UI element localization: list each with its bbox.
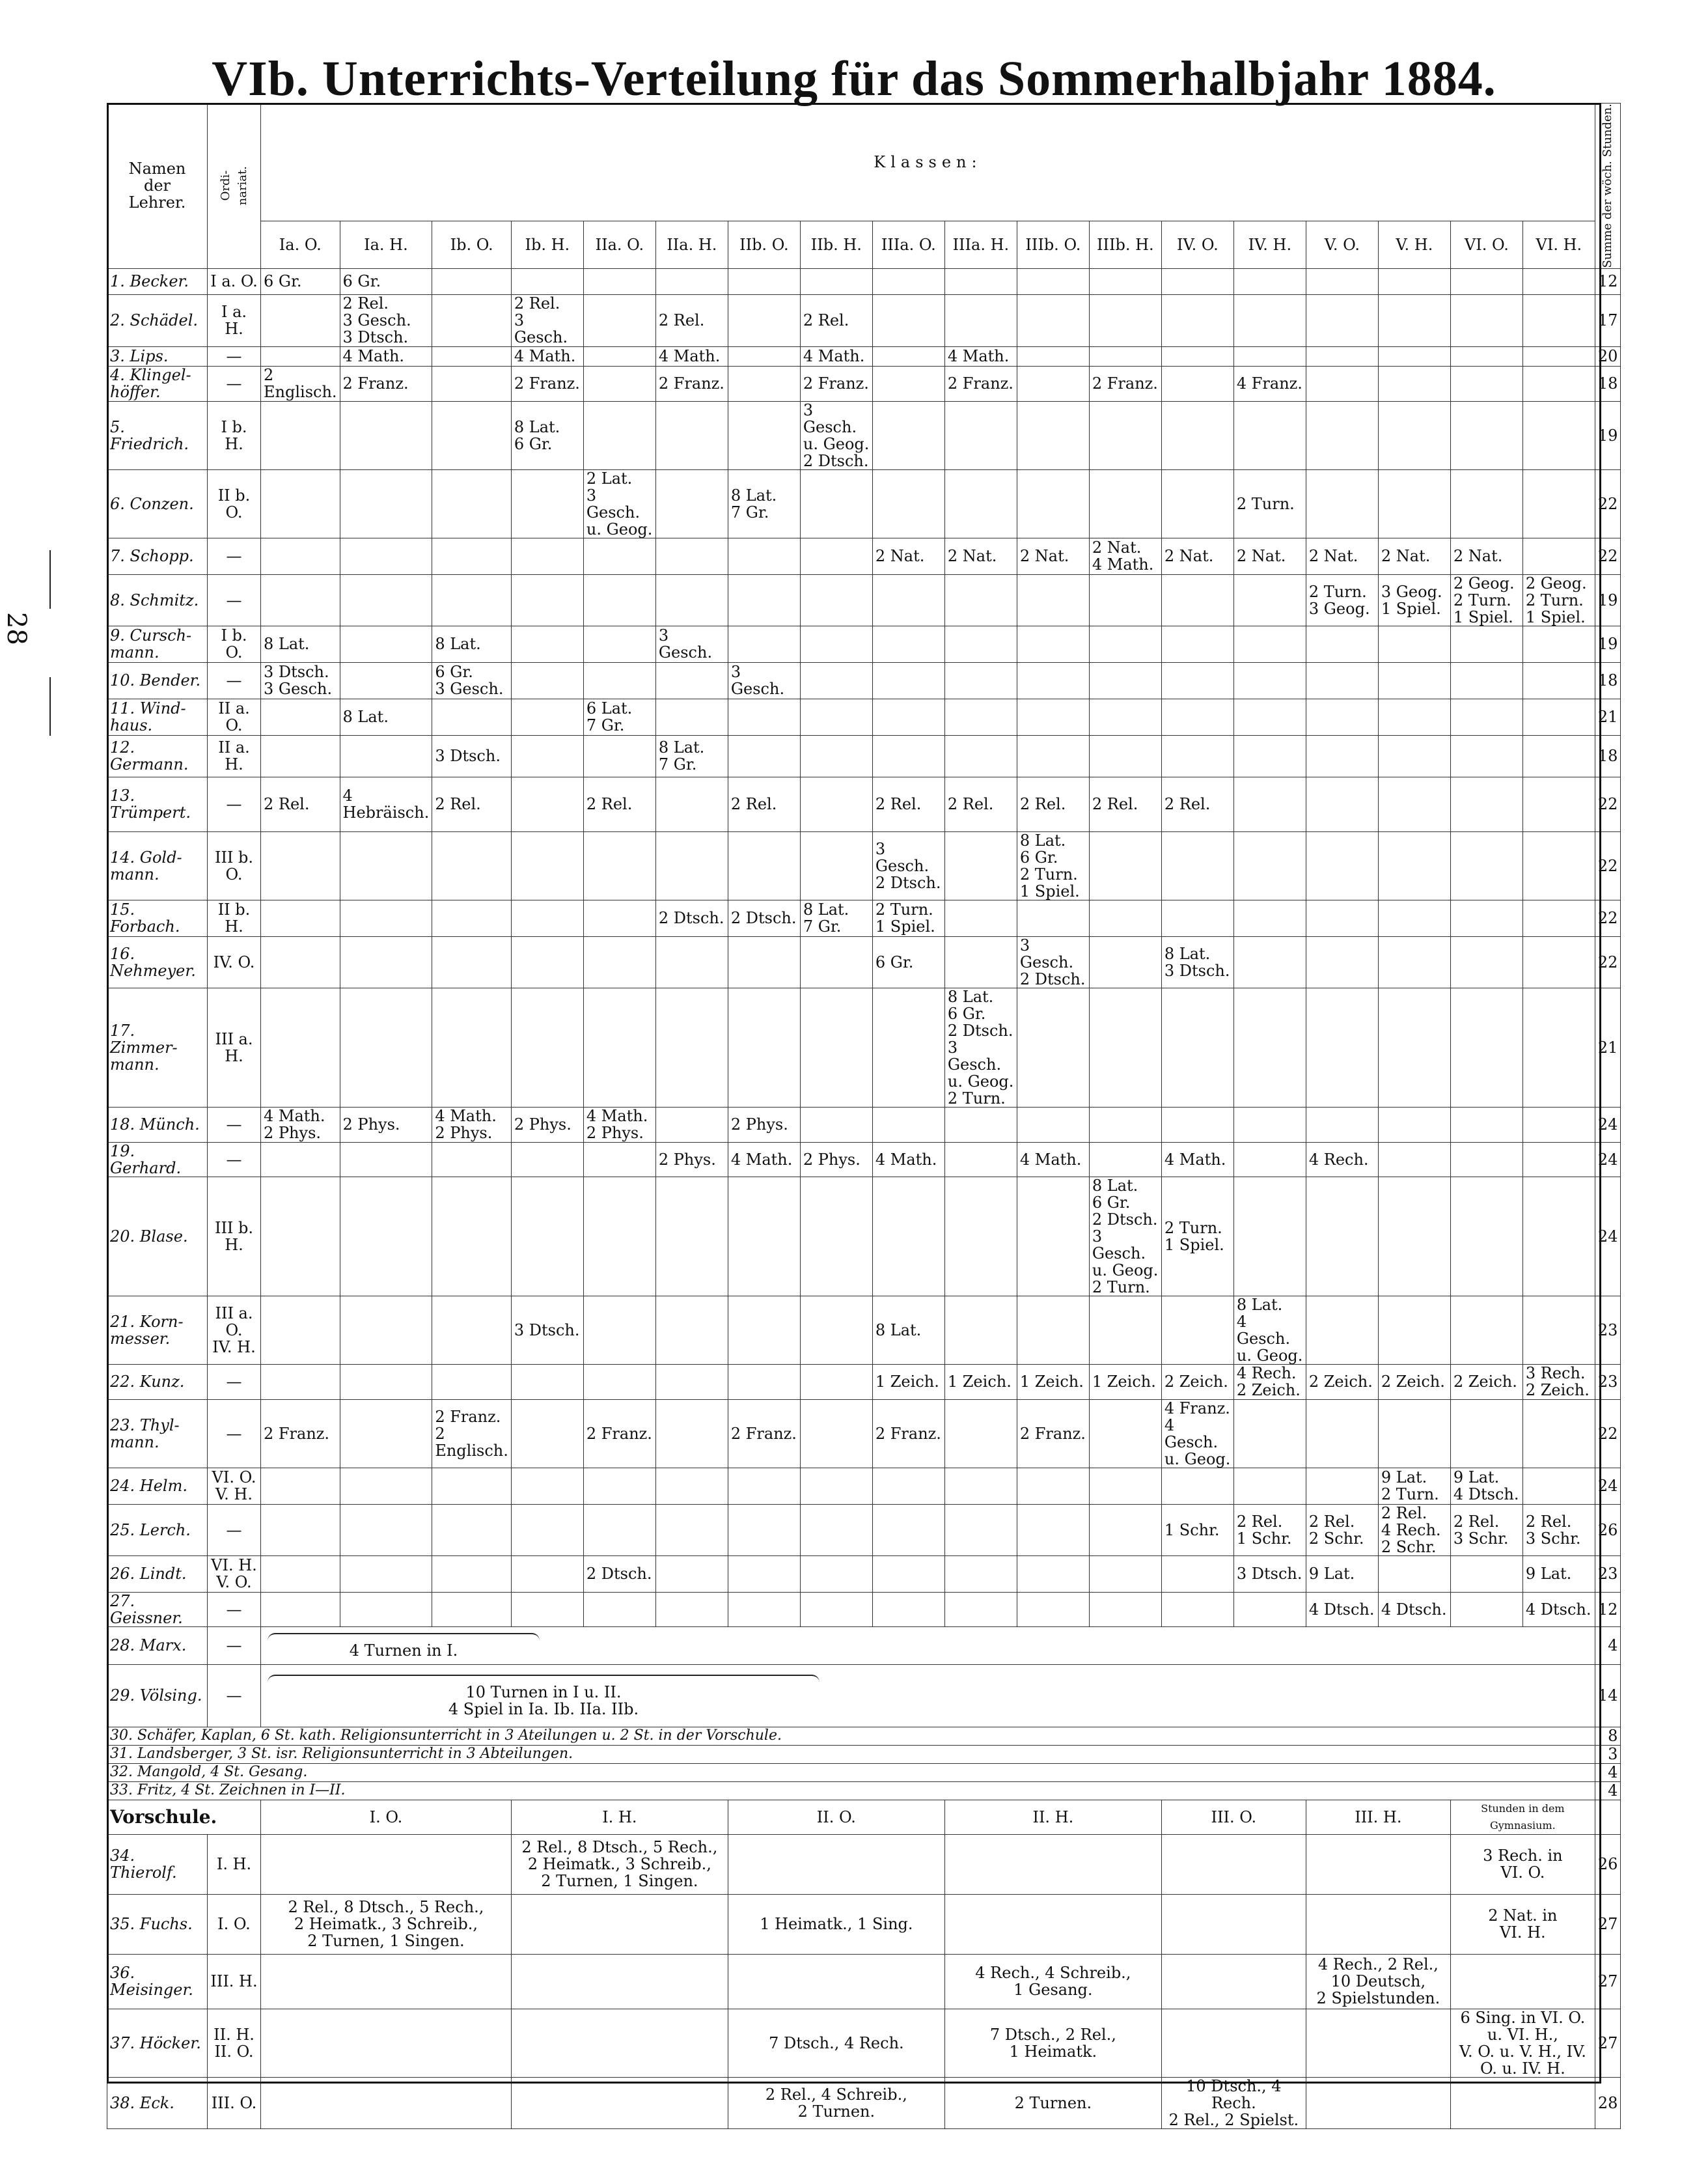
lesson-cell: 2 Rel. [800, 294, 872, 346]
lesson-cell: 1 Zeich. [1017, 1364, 1089, 1399]
lesson-cell: 2 Geog. 2 Turn. 1 Spiel. [1450, 574, 1522, 626]
vorschule-class-header: II. H. [944, 1800, 1161, 1834]
teacher-name: 11. Wind- haus. [107, 699, 208, 735]
lesson-cell: 2 Zeich. [1161, 1364, 1233, 1399]
lesson-cell: 2 Nat. [1017, 538, 1089, 574]
lesson-cell: 2 Geog. 2 Turn. 1 Spiel. [1522, 574, 1595, 626]
class-header: IIIb. O. [1017, 221, 1089, 268]
gymnasium-hours: 3 Rech. in VI. O. [1450, 1834, 1595, 1894]
teacher-name: 8. Schmitz. [107, 574, 208, 626]
vorschule-lesson-cell [1306, 2077, 1450, 2128]
special-text: 30. Schäfer, Kaplan, 6 St. kath. Religionsunterricht in 3 Ateilungen u. 2 St. in der Vorschule. [107, 1727, 1595, 1745]
lesson-cell: 8 Lat. [261, 626, 340, 662]
class-header: Ia. O. [261, 221, 340, 268]
vorschule-class-header: I. O. [261, 1800, 512, 1834]
vorschule-lesson-cell: 2 Rel., 4 Schreib., 2 Turnen. [728, 2077, 944, 2128]
lesson-cell: 2 Franz. [583, 1399, 655, 1468]
lesson-cell: 2 Nat. [1233, 538, 1306, 574]
lesson-cell: 2 Rel. [655, 294, 728, 346]
lesson-cell: 6 Gr. [261, 268, 340, 294]
lesson-cell: 2 Lat. 3 Gesch. u. Geog. [583, 469, 655, 538]
ordinariat: IV. O. [208, 936, 261, 988]
weekly-hours: 18 [1595, 735, 1621, 777]
lesson-cell: 4 Math. [340, 346, 432, 366]
weekly-hours: 23 [1595, 1296, 1621, 1364]
ordinariat: III b. O. [208, 831, 261, 900]
table-frame [107, 103, 1601, 2084]
lesson-cell: 4 Rech. 2 Zeich. [1233, 1364, 1306, 1399]
class-header: IIIb. H. [1089, 221, 1161, 268]
lesson-cell: 4 Hebräisch. [340, 777, 432, 831]
teacher-name: 9. Cursch- mann. [107, 626, 208, 662]
lesson-cell: 2 Zeich. [1450, 1364, 1522, 1399]
class-header: IIa. H. [655, 221, 728, 268]
weekly-hours: 24 [1595, 1142, 1621, 1177]
class-header: Ib. H. [511, 221, 583, 268]
lesson-cell: 4 Rech. [1306, 1142, 1378, 1177]
lesson-cell: 2 Rel. 3 Gesch. 3 Dtsch. [340, 294, 432, 346]
lesson-cell: 2 Rel. 3 Schr. [1450, 1504, 1522, 1555]
lesson-cell: 1 Zeich. [1089, 1364, 1161, 1399]
ordinariat: — [208, 538, 261, 574]
lesson-cell: 2 Dtsch. [655, 900, 728, 936]
sum-label: Summe der wöch. Stunden. [1601, 104, 1615, 268]
vorschule-lesson-cell: 4 Rech., 4 Schreib., 1 Gesang. [944, 1954, 1161, 2009]
ordinariat: — [208, 1107, 261, 1142]
ordinariat: I. O. [208, 1894, 261, 1954]
lesson-text: 4 Turnen in I. [349, 1641, 458, 1660]
weekly-hours: 4 [1595, 1781, 1621, 1800]
lesson-cell: 3 Gesch. [655, 626, 728, 662]
lesson-cell: 8 Lat. 6 Gr. 2 Dtsch. 3 Gesch. u. Geog. 2 Turn. [944, 988, 1017, 1107]
ordinariat: I a. O. [208, 268, 261, 294]
lesson-cell: 2 Phys. [800, 1142, 872, 1177]
teacher-names-header: Namen der Lehrer. [107, 104, 208, 269]
class-header: Ia. H. [340, 221, 432, 268]
vorschule-class-header: I. H. [511, 1800, 728, 1834]
class-header: IIa. O. [583, 221, 655, 268]
lesson-cell: 8 Lat. 4 Gesch. u. Geog. [1233, 1296, 1306, 1364]
ordinariat: — [208, 1364, 261, 1399]
teacher-name: 16. Nehmeyer. [107, 936, 208, 988]
lesson-cell: 1 Schr. [1161, 1504, 1233, 1555]
lesson-cell: 2 Rel. [1089, 777, 1161, 831]
class-header: VI. H. [1522, 221, 1595, 268]
class-header: IIIa. O. [872, 221, 944, 268]
weekly-hours: 27 [1595, 1894, 1621, 1954]
teacher-name: 6. Conzen. [107, 469, 208, 538]
ordinariat: — [208, 1504, 261, 1555]
klassen-header: Klassen: [261, 104, 1595, 221]
lesson-cell: 2 Franz. [944, 366, 1017, 401]
class-header: IV. H. [1233, 221, 1306, 268]
lesson-cell: 2 Franz. [800, 366, 872, 401]
vorschule-lesson-cell [261, 2077, 512, 2128]
weekly-hours: 24 [1595, 1468, 1621, 1504]
teacher-name: 34. Thierolf. [107, 1834, 208, 1894]
lesson-cell: 2 Nat. [872, 538, 944, 574]
teacher-name: 10. Bender. [107, 662, 208, 699]
lesson-cell: 4 Dtsch. [1522, 1592, 1595, 1626]
teacher-name: 19. Gerhard. [107, 1142, 208, 1177]
lesson-cell: 2 Rel. [1161, 777, 1233, 831]
class-header: IIb. H. [800, 221, 872, 268]
ordinariat: — [208, 574, 261, 626]
lesson-cell: 3 Dtsch. 3 Gesch. [261, 662, 340, 699]
lesson-cell: 4 Math. [800, 346, 872, 366]
lesson-cell: 6 Gr. [340, 268, 432, 294]
weekly-hours: 20 [1595, 346, 1621, 366]
vorschule-lesson-cell: 4 Rech., 2 Rel., 10 Deutsch, 2 Spielstunden. [1306, 1954, 1450, 2009]
lesson-cell: 2 Franz. [261, 1399, 340, 1468]
ordinariat: III a. O. IV. H. [208, 1296, 261, 1364]
lesson-cell: 4 Math. [872, 1142, 944, 1177]
ordinariat: — [208, 346, 261, 366]
lesson-cell: 2 Turn. [1233, 469, 1306, 538]
lesson-cell: 2 Rel. 4 Rech. 2 Schr. [1378, 1504, 1450, 1555]
ordinariat-label: Ordi- nariat. [218, 166, 249, 206]
teacher-name: 23. Thyl- mann. [107, 1399, 208, 1468]
weekly-hours: 27 [1595, 1954, 1621, 2009]
weekly-hours: 23 [1595, 1555, 1621, 1592]
lesson-cell: 8 Lat. 6 Gr. [511, 401, 583, 469]
vorschule-lesson-cell [511, 2077, 728, 2128]
teacher-name: 17. Zimmer- mann. [107, 988, 208, 1107]
lesson-cell: 3 Geog. 1 Spiel. [1378, 574, 1450, 626]
lesson-cell: 2 Dtsch. [728, 900, 800, 936]
weekly-hours: 26 [1595, 1504, 1621, 1555]
vorschule-lesson-cell: 7 Dtsch., 2 Rel., 1 Heimatk. [944, 2009, 1161, 2077]
teacher-name: 3. Lips. [107, 346, 208, 366]
vorschule-class-header: III. O. [1161, 1800, 1306, 1834]
lesson-cell: 2 Nat. 4 Math. [1089, 538, 1161, 574]
teacher-name: 5. Friedrich. [107, 401, 208, 469]
teacher-name: 4. Klingel- höffer. [107, 366, 208, 401]
ordinariat: — [208, 1399, 261, 1468]
lesson-cell: 3 Dtsch. [511, 1296, 583, 1364]
ordinariat: II a. H. [208, 735, 261, 777]
lesson-cell: 2 Nat. [1378, 538, 1450, 574]
lesson-cell: 3 Dtsch. [1233, 1555, 1306, 1592]
weekly-hours: 4 [1595, 1626, 1621, 1664]
class-header: IIIa. H. [944, 221, 1017, 268]
lesson-cell: 8 Lat. 3 Dtsch. [1161, 936, 1233, 988]
lesson-cell: 9 Lat. 2 Turn. [1378, 1468, 1450, 1504]
lesson-cell: 4 Math. 2 Phys. [583, 1107, 655, 1142]
lesson-cell: 2 Rel. [261, 777, 340, 831]
lesson-cell: 2 Rel. 2 Schr. [1306, 1504, 1378, 1555]
weekly-hours: 14 [1595, 1664, 1621, 1727]
gymnasium-hours-header: Stunden in dem Gymnasium. [1450, 1800, 1595, 1834]
lesson-cell: 2 Franz. [1017, 1399, 1089, 1468]
weekly-hours: 19 [1595, 626, 1621, 662]
teacher-name: 22. Kunz. [107, 1364, 208, 1399]
ordinariat: II b. H. [208, 900, 261, 936]
lesson-cell: 2 Franz. [1089, 366, 1161, 401]
ordinariat: II. H. II. O. [208, 2009, 261, 2077]
lesson-cell: 2 Rel. [583, 777, 655, 831]
weekly-hours: 22 [1595, 831, 1621, 900]
lesson-cell: 8 Lat. [432, 626, 512, 662]
weekly-hours: 21 [1595, 699, 1621, 735]
vorschule-class-header: III. H. [1306, 1800, 1450, 1834]
lesson-cell: 2 Phys. [655, 1142, 728, 1177]
weekly-hours: 27 [1595, 2009, 1621, 2077]
lesson-cell: 2 Rel. 3 Gesch. [511, 294, 583, 346]
weekly-hours: 12 [1595, 268, 1621, 294]
weekly-hours: 18 [1595, 366, 1621, 401]
vorschule-lesson-cell: 7 Dtsch., 4 Rech. [728, 2009, 944, 2077]
lesson-cell: 3 Rech. 2 Zeich. [1522, 1364, 1595, 1399]
ordinariat: III. O. [208, 2077, 261, 2128]
lesson-cell: 4 Dtsch. [1306, 1592, 1378, 1626]
vorschule-lesson-cell: 2 Rel., 8 Dtsch., 5 Rech., 2 Heimatk., 3 Schreib., 2 Turnen, 1 Singen. [261, 1894, 512, 1954]
special-text: 33. Fritz, 4 St. Zeichnen in I—II. [107, 1781, 1595, 1800]
lesson-cell: 3 Gesch. 2 Dtsch. [872, 831, 944, 900]
gymnasium-hours [1450, 2077, 1595, 2128]
lesson-cell: 2 Rel. [872, 777, 944, 831]
lesson-cell: 2 Phys. [728, 1107, 800, 1142]
ordinariat: — [208, 1664, 261, 1727]
ordinariat: III b. H. [208, 1177, 261, 1296]
gymnasium-hours: 2 Nat. in VI. H. [1450, 1894, 1595, 1954]
lesson-cell: 8 Lat. [872, 1296, 944, 1364]
ordinariat: II a. O. [208, 699, 261, 735]
weekly-hours: 22 [1595, 538, 1621, 574]
lesson-cell: 3 Gesch. [728, 662, 800, 699]
teacher-name: 21. Korn- messer. [107, 1296, 208, 1364]
class-header: VI. O. [1450, 221, 1522, 268]
weekly-hours: 17 [1595, 294, 1621, 346]
ordinariat: III. H. [208, 1954, 261, 2009]
lesson-cell: 2 Rel. 3 Schr. [1522, 1504, 1595, 1555]
ordinariat: — [208, 366, 261, 401]
ordinariat: II b. O. [208, 469, 261, 538]
lesson-cell: 2 Franz. 2 Englisch. [432, 1399, 512, 1468]
teacher-name: 24. Helm. [107, 1468, 208, 1504]
lesson-cell: 4 Math. [728, 1142, 800, 1177]
weekly-hours: 22 [1595, 777, 1621, 831]
weekly-hours: 26 [1595, 1834, 1621, 1894]
teacher-name: 13. Trümpert. [107, 777, 208, 831]
weekly-hours: 18 [1595, 662, 1621, 699]
lesson-cell: 2 Rel. [944, 777, 1017, 831]
special-text: 31. Landsberger, 3 St. isr. Religionsunterricht in 3 Abteilungen. [107, 1745, 1595, 1763]
lesson-cell: 2 Turn. 1 Spiel. [872, 900, 944, 936]
weekly-hours: 24 [1595, 1107, 1621, 1142]
page-title: VIb. Unterrichts-Verteilung für das Sommerhalbjahr 1884. [212, 51, 1496, 106]
vorschule-lesson-cell: 1 Heimatk., 1 Sing. [728, 1894, 944, 1954]
class-header: V. O. [1306, 221, 1378, 268]
lesson-cell: 6 Gr. 3 Gesch. [432, 662, 512, 699]
ordinariat: — [208, 1592, 261, 1626]
lesson-cell: 2 Phys. [511, 1107, 583, 1142]
lesson-cell: 2 Franz. [728, 1399, 800, 1468]
special-text: 32. Mangold, 4 St. Gesang. [107, 1763, 1595, 1781]
weekly-hours: 22 [1595, 1399, 1621, 1468]
teacher-name: 38. Eck. [107, 2077, 208, 2128]
vorschule-lesson-cell: 10 Dtsch., 4 Rech. 2 Rel., 2 Spielst. [1161, 2077, 1306, 2128]
teacher-name: 36. Meisinger. [107, 1954, 208, 2009]
lesson-cell: 2 Franz. [511, 366, 583, 401]
vorschule-class-header: II. O. [728, 1800, 944, 1834]
page-number-rule [49, 677, 51, 736]
lesson-cell: 4 Math. 2 Phys. [432, 1107, 512, 1142]
lesson-cell: 8 Lat. 7 Gr. [728, 469, 800, 538]
lesson-cell: 2 Nat. [944, 538, 1017, 574]
ordinariat: I. H. [208, 1834, 261, 1894]
vorschule-label: Vorschule. [107, 1800, 261, 1834]
class-header: V. H. [1378, 221, 1450, 268]
ordinariat: — [208, 1142, 261, 1177]
page-number-rule [49, 550, 51, 609]
lesson-cell: 8 Lat. 7 Gr. [800, 900, 872, 936]
weekly-hours: 22 [1595, 469, 1621, 538]
weekly-hours: 21 [1595, 988, 1621, 1107]
class-header: Ib. O. [432, 221, 512, 268]
lesson-cell: 4 Math. [1017, 1142, 1089, 1177]
ordinariat: VI. H. V. O. [208, 1555, 261, 1592]
teacher-name: 25. Lerch. [107, 1504, 208, 1555]
vorschule-lesson-cell: 2 Turnen. [944, 2077, 1161, 2128]
lesson-cell: 2 Franz. [655, 366, 728, 401]
class-header: IV. O. [1161, 221, 1233, 268]
lesson-cell: 4 Math. 2 Phys. [261, 1107, 340, 1142]
lesson-cell: 8 Lat. [340, 699, 432, 735]
lesson-text: 10 Turnen in I u. II. 4 Spiel in Ia. Ib. IIa. IIb. [448, 1683, 639, 1719]
teacher-name: 35. Fuchs. [107, 1894, 208, 1954]
lesson-cell: 6 Gr. [872, 936, 944, 988]
ordinariat: — [208, 777, 261, 831]
lesson-cell: 1 Zeich. [872, 1364, 944, 1399]
lesson-cell: 2 Rel. [1017, 777, 1089, 831]
lesson-cell: 2 Nat. [1450, 538, 1522, 574]
ordinariat: — [208, 662, 261, 699]
teacher-name: 2. Schädel. [107, 294, 208, 346]
weekly-hours: 28 [1595, 2077, 1621, 2128]
weekly-hours: 23 [1595, 1364, 1621, 1399]
lesson-cell: 2 Franz. [340, 366, 432, 401]
teacher-name: 12. Germann. [107, 735, 208, 777]
weekly-hours: 8 [1595, 1727, 1621, 1745]
lesson-cell: 4 Math. [511, 346, 583, 366]
lesson-cell: 4 Franz. [1233, 366, 1306, 401]
ordinariat: I a. H. [208, 294, 261, 346]
ordinariat: I b. O. [208, 626, 261, 662]
lesson-cell: 4 Math. [944, 346, 1017, 366]
lesson-cell: 2 Turn. 1 Spiel. [1161, 1177, 1233, 1296]
lesson-cell: 2 Rel. 1 Schr. [1233, 1504, 1306, 1555]
ordinariat: III a. H. [208, 988, 261, 1107]
lesson-cell: 2 Turn. 3 Geog. [1306, 574, 1378, 626]
vorschule-lesson-cell: 2 Rel., 8 Dtsch., 5 Rech., 2 Heimatk., 3 Schreib., 2 Turnen, 1 Singen. [511, 1834, 728, 1894]
lesson-cell: 3 Gesch. u. Geog. 2 Dtsch. [800, 401, 872, 469]
lesson-cell: 2 Zeich. [1306, 1364, 1378, 1399]
weekly-hours: 12 [1595, 1592, 1621, 1626]
teacher-name: 18. Münch. [107, 1107, 208, 1142]
teacher-name: 28. Marx. [107, 1626, 208, 1664]
vorschule-row [107, 2077, 1621, 2128]
lesson-cell: 2 Nat. [1306, 538, 1378, 574]
ordinariat: VI. O. V. H. [208, 1468, 261, 1504]
lesson-cell: 9 Lat. [1306, 1555, 1378, 1592]
weekly-hours: 3 [1595, 1745, 1621, 1763]
teacher-name: 26. Lindt. [107, 1555, 208, 1592]
teacher-name: 29. Völsing. [107, 1664, 208, 1727]
gymnasium-hours: 6 Sing. in VI. O. u. VI. H., V. O. u. V. H., IV. O. u. IV. H. [1450, 2009, 1595, 2077]
lesson-cell: 8 Lat. 7 Gr. [655, 735, 728, 777]
teacher-name: 1. Becker. [107, 268, 208, 294]
weekly-hours: 22 [1595, 900, 1621, 936]
lesson-cell: 2 Zeich. [1378, 1364, 1450, 1399]
lesson-cell: 9 Lat. [1522, 1555, 1595, 1592]
weekly-hours: 22 [1595, 936, 1621, 988]
teacher-name: 27. Geissner. [107, 1592, 208, 1626]
lesson-cell: 8 Lat. 6 Gr. 2 Dtsch. 3 Gesch. u. Geog. 2 Turn. [1089, 1177, 1161, 1296]
lesson-cell: 4 Math. [655, 346, 728, 366]
teacher-name: 14. Gold- mann. [107, 831, 208, 900]
lesson-cell: 8 Lat. 6 Gr. 2 Turn. 1 Spiel. [1017, 831, 1089, 900]
lesson-cell: 6 Lat. 7 Gr. [583, 699, 655, 735]
weekly-hours: 4 [1595, 1763, 1621, 1781]
lesson-cell: 2 Englisch. [261, 366, 340, 401]
teacher-name: 15. Forbach. [107, 900, 208, 936]
lesson-cell: 4 Franz. 4 Gesch. u. Geog. [1161, 1399, 1233, 1468]
lesson-cell: 2 Rel. [432, 777, 512, 831]
weekly-hours: 19 [1595, 401, 1621, 469]
lesson-cell: 2 Rel. [728, 777, 800, 831]
lesson-cell: 2 Phys. [340, 1107, 432, 1142]
lesson-cell: 2 Nat. [1161, 538, 1233, 574]
lesson-cell: 2 Dtsch. [583, 1555, 655, 1592]
lesson-cell: 4 Math. [1161, 1142, 1233, 1177]
teacher-name: 20. Blase. [107, 1177, 208, 1296]
teacher-name: 7. Schopp. [107, 538, 208, 574]
lesson-cell: 1 Zeich. [944, 1364, 1017, 1399]
lesson-cell: 3 Gesch. 2 Dtsch. [1017, 936, 1089, 988]
ordinariat: I b. H. [208, 401, 261, 469]
weekly-hours: 24 [1595, 1177, 1621, 1296]
lesson-cell: 9 Lat. 4 Dtsch. [1450, 1468, 1522, 1504]
teacher-name: 37. Höcker. [107, 2009, 208, 2077]
lesson-cell: 4 Dtsch. [1378, 1592, 1450, 1626]
weekly-hours: 19 [1595, 574, 1621, 626]
class-header: IIb. O. [728, 221, 800, 268]
page-number: 28 [1, 612, 31, 645]
lesson-cell: 2 Franz. [872, 1399, 944, 1468]
lesson-cell: 3 Dtsch. [432, 735, 512, 777]
ordinariat: — [208, 1626, 261, 1664]
